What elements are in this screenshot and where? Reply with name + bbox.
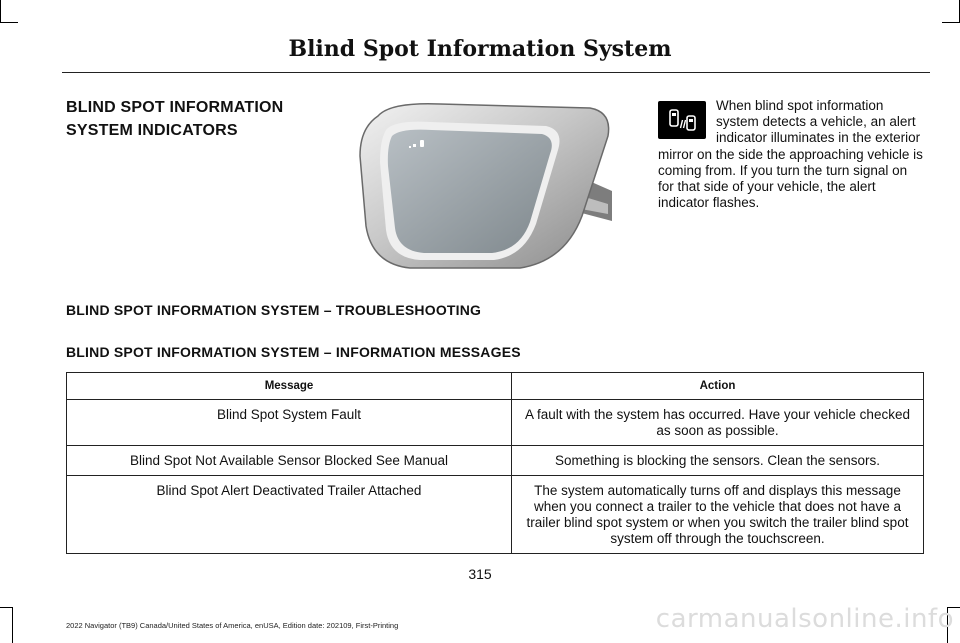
table-row: [67, 446, 924, 476]
message-cell: Blind Spot Alert Deactivated Trailer Attached: [67, 476, 512, 554]
indicators-heading-line2: SYSTEM INDICATORS: [66, 122, 238, 139]
table-row: [67, 476, 924, 554]
troubleshooting-heading: BLIND SPOT INFORMATION SYSTEM – TROUBLESHOOTING: [66, 302, 482, 318]
column-header-action: Action: [512, 373, 924, 400]
header-divider: [62, 72, 930, 73]
action-cell: A fault with the system has occurred. Have your vehicle checked as soon as possible.: [512, 400, 924, 446]
crop-mark-top-right-h: [942, 22, 960, 23]
icon-float-spacer: [658, 98, 716, 146]
action-cell: The system automatically turns off and displays this message when you connect a trailer to the vehicle that does not have a trailer blind spot system or when you switch the trailer blind spot system off through the touchscreen.: [512, 476, 924, 554]
messages-heading: BLIND SPOT INFORMATION SYSTEM – INFORMATION MESSAGES: [66, 344, 521, 360]
indicators-text: When blind spot information system detects a vehicle, an alert indicator illuminates in the exterior mirror on the side the approaching vehicle is coming from. If you turn the turn signal on for that side of your vehicle, the alert indicator flashes.: [658, 98, 923, 211]
crop-mark-top-left: [0, 0, 1, 22]
page-number: 315: [468, 566, 492, 582]
message-cell: Blind Spot System Fault: [67, 400, 512, 446]
table-header-row: [67, 373, 924, 400]
crop-mark-bottom-left: [12, 607, 13, 643]
watermark: carmanualsonline.info: [655, 604, 954, 634]
exterior-mirror-illustration: [350, 96, 615, 271]
page-title: Blind Spot Information System: [288, 36, 672, 62]
footer-edition-text: 2022 Navigator (TB9) Canada/United States of America, enUSA, Edition date: 202109, First-Printing: [66, 621, 399, 630]
column-header-message: Message: [67, 373, 512, 400]
indicators-description: [658, 98, 926, 211]
information-messages-table: [66, 372, 924, 554]
indicators-heading-line1: BLIND SPOT INFORMATION: [66, 99, 284, 116]
message-cell: Blind Spot Not Available Sensor Blocked See Manual: [67, 446, 512, 476]
crop-mark-bottom-left-h: [0, 607, 13, 608]
action-cell: Something is blocking the sensors. Clean the sensors.: [512, 446, 924, 476]
table-row: [67, 400, 924, 446]
crop-mark-top-left-h: [0, 22, 18, 23]
